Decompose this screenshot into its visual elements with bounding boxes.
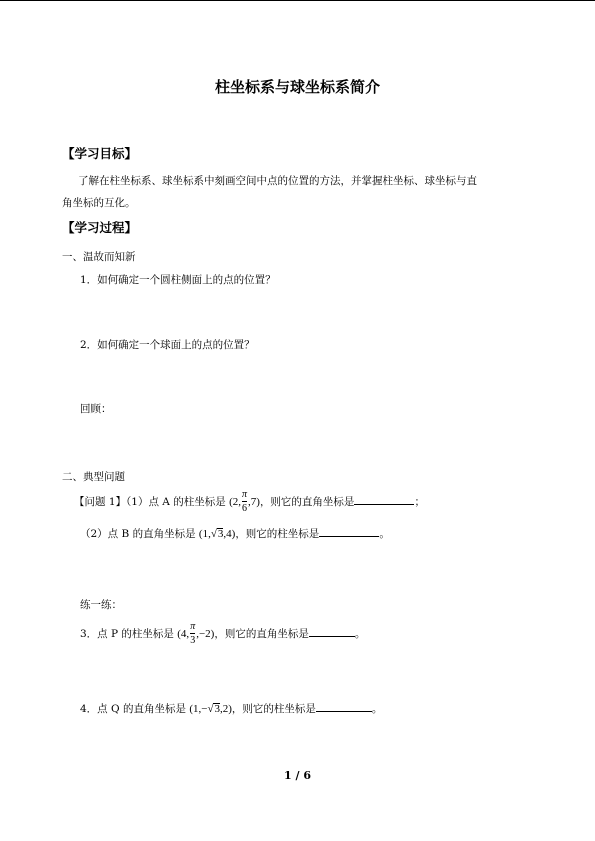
question-4-prefix: 4．点 Q 的直角坐标是	[80, 703, 186, 715]
problem-1a-suffix: ，则它的直角坐标是	[259, 496, 355, 508]
problem-1b-suffix: ，则它的柱坐标是	[235, 528, 320, 540]
sqrt-radicand: 3	[214, 702, 220, 715]
problem-1-tag: 【问题 1】	[74, 496, 127, 508]
question-1: 1．如何确定一个圆柱侧面上的点的位置？	[80, 274, 276, 286]
problem-1a	[74, 488, 425, 518]
point-a-cylindrical-coord	[229, 488, 260, 516]
coord-close: ,7)	[248, 496, 260, 508]
sqrt-symbol: √	[210, 527, 217, 540]
point-q-rect-coord	[189, 703, 232, 716]
question-2: 2．如何确定一个球面上的点的位置？	[80, 339, 255, 351]
practice-label: 练一练：	[80, 599, 122, 611]
fraction-denominator: 6	[242, 503, 247, 515]
part2-label: 二、典型问题	[62, 471, 125, 483]
problem-1b-prefix: （2）点 B 的直角坐标是	[80, 528, 196, 540]
problem-1b-end: 。	[379, 528, 390, 540]
coord-open: (2,	[229, 496, 241, 508]
problem-1a-end: ；	[414, 496, 425, 508]
answer-blank-1a[interactable]	[354, 494, 414, 505]
learning-goal-line-2: 角坐标的互化。	[62, 197, 136, 209]
part1-label: 一、温故而知新	[62, 251, 136, 263]
fraction-numerator: π	[190, 621, 196, 633]
learning-goal-heading: 【学习目标】	[62, 146, 138, 161]
coord-close: ,4)	[223, 527, 236, 540]
review-label: 回顾：	[80, 403, 112, 415]
question-4-end: 。	[371, 703, 383, 715]
fraction	[190, 622, 195, 646]
fraction	[242, 490, 247, 514]
learning-goal-line-1: 了解在柱坐标系、球坐标系中刻画空间中点的位置的方法，并掌握柱坐标、球坐标与直	[78, 175, 477, 187]
question-3-suffix: ，则它的直角坐标是	[214, 628, 309, 640]
question-3-end: 。	[354, 628, 366, 640]
coord-open: (4,	[177, 628, 190, 640]
page-number: 1 / 6	[284, 769, 311, 782]
fraction-denominator: 3	[190, 635, 196, 647]
point-p-cylindrical-coord	[177, 620, 214, 648]
answer-blank-1b[interactable]	[319, 526, 379, 537]
question-4	[80, 701, 382, 715]
coord-close: ,2)	[219, 702, 232, 715]
problem-1a-prefix: （1）点 A 的柱坐标是	[126, 496, 226, 508]
point-b-rect-coord	[199, 528, 235, 541]
fraction-numerator: π	[242, 489, 248, 501]
problem-1b	[80, 526, 390, 540]
page-title: 柱坐标系与球坐标系简介	[214, 78, 380, 96]
answer-blank-3[interactable]	[309, 626, 355, 637]
question-3	[80, 620, 365, 650]
question-4-suffix: ，则它的柱坐标是	[231, 703, 316, 715]
top-rule	[0, 0, 595, 1]
question-3-prefix: 3．点 P 的柱坐标是	[80, 628, 174, 640]
coord-open: (1,−	[189, 702, 208, 715]
coord-open: (1,	[198, 527, 211, 540]
sqrt-symbol: √	[207, 702, 214, 715]
learning-process-heading: 【学习过程】	[62, 220, 138, 235]
coord-close: ,−2)	[196, 628, 215, 640]
sqrt-radicand: 3	[217, 527, 224, 540]
answer-blank-4[interactable]	[316, 701, 372, 712]
